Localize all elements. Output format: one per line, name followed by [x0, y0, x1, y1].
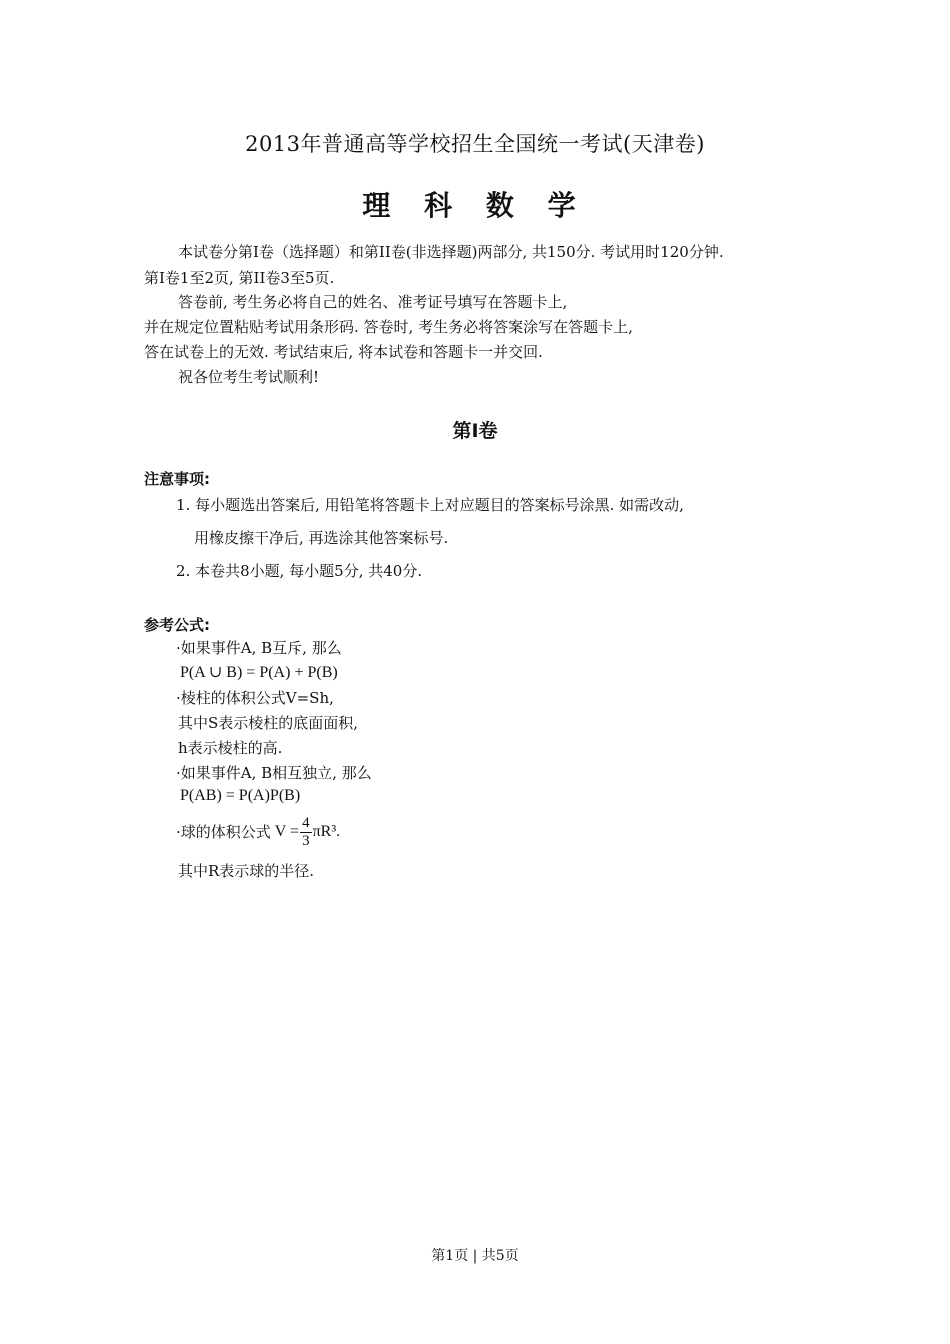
formula-1-expression: P(A ∪ B) = P(A) + P(B): [180, 664, 338, 681]
formula-4-prefix: ·球的体积公式: [176, 823, 271, 841]
formula-2-line-2: 其中S表示棱柱的底面面积,: [178, 714, 359, 732]
note-item-1-line-2: 用橡皮擦干净后, 再选涂其他答案标号.: [194, 529, 449, 547]
formula-3-text: ·如果事件A, B相互独立, 那么: [176, 764, 372, 782]
fraction-denominator: 3: [302, 832, 310, 849]
intro-line-1: 本试卷分第I卷（选择题）和第II卷(非选择题)两部分, 共150分. 考试用时120分钟.: [178, 243, 724, 261]
subject-title: 理 科 数 学: [362, 189, 588, 222]
intro-line-6: 祝各位考生考试顺利!: [178, 368, 320, 386]
intro-line-2: 第I卷1至2页, 第II卷3至5页.: [144, 269, 335, 287]
formula-4-lhs: V =: [274, 823, 300, 840]
formula-4: [176, 810, 340, 854]
fraction-numerator: 4: [302, 814, 310, 831]
section-title: 第I卷: [452, 420, 498, 442]
exam-title: 2013年普通高等学校招生全国统一考试(天津卷): [245, 132, 705, 156]
formula-4-line-2: 其中R表示球的半径.: [178, 862, 315, 880]
formulas-heading: 参考公式:: [144, 616, 210, 634]
note-item-2: 2. 本卷共8小题, 每小题5分, 共40分.: [176, 562, 423, 580]
fraction: [300, 815, 312, 850]
intro-line-5: 答在试卷上的无效. 考试结束后, 将本试卷和答题卡一并交回.: [144, 343, 543, 361]
formula-2-text: ·棱柱的体积公式V=Sh,: [176, 689, 334, 707]
note-item-1-line-1: 1. 每小题选出答案后, 用铅笔将答题卡上对应题目的答案标号涂黑. 如需改动,: [176, 496, 684, 514]
page-footer: 第1页 | 共5页: [431, 1248, 519, 1264]
formula-2-line-3: h表示棱柱的高.: [178, 739, 283, 757]
notes-heading: 注意事项:: [144, 470, 210, 488]
formula-1-text: ·如果事件A, B互斥, 那么: [176, 639, 342, 657]
formula-3-expression: P(AB) = P(A)P(B): [180, 787, 301, 804]
intro-line-4: 并在规定位置粘贴考试用条形码. 答卷时, 考生务必将答案涂写在答题卡上,: [144, 318, 633, 336]
formula-4-rhs: πR³.: [312, 823, 341, 840]
intro-line-3: 答卷前, 考生务必将自己的姓名、准考证号填写在答题卡上,: [178, 293, 568, 311]
